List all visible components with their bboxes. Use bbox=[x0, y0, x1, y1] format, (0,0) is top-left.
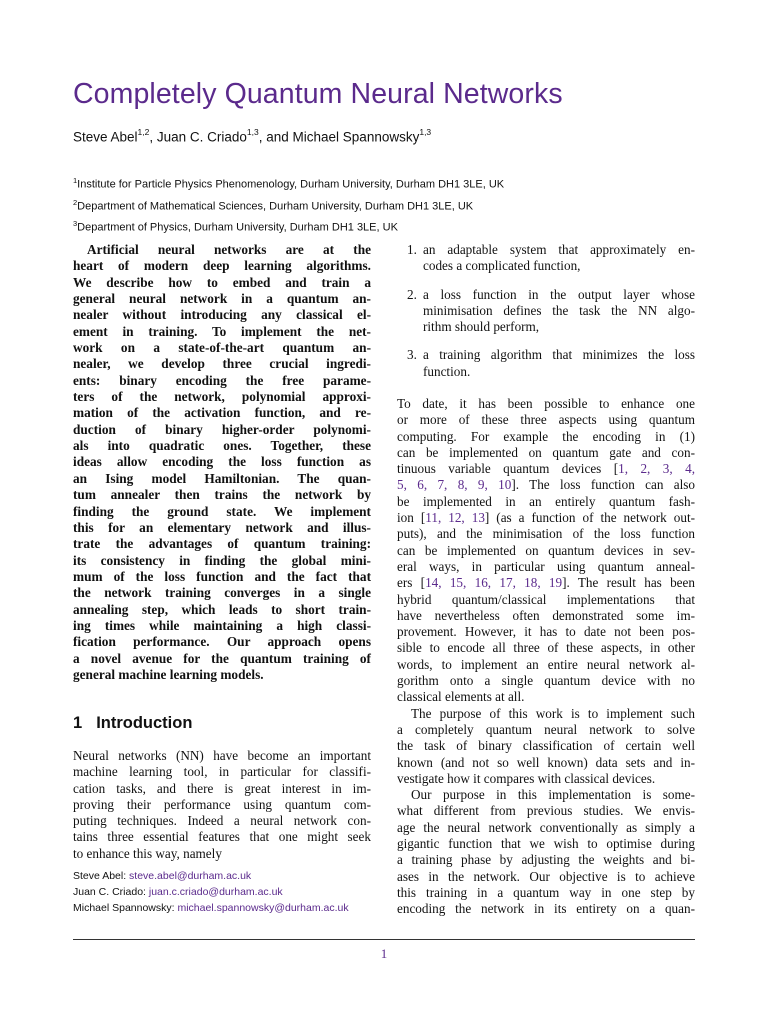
body-line: be implemented in an entirely quantum fash- bbox=[397, 493, 695, 509]
abstract-line: the network training converges in a single bbox=[73, 585, 371, 601]
body-line: ases in the network. Our objective is to achieve bbox=[397, 868, 695, 884]
body-text: ion [ bbox=[397, 510, 426, 526]
body-line: eral ways, in particular using quantum anneal- bbox=[397, 558, 695, 574]
author-name: Steve Abel bbox=[73, 129, 138, 145]
footnote bbox=[73, 900, 349, 916]
list-line: a loss function in the output layer whose bbox=[423, 286, 695, 302]
affiliations bbox=[73, 172, 504, 237]
abstract-line: We describe how to embed and train a bbox=[73, 274, 371, 290]
intro-line: machine learning tool, in particular for classifi- bbox=[73, 764, 371, 780]
abstract-line: ents: binary encoding the free parame- bbox=[73, 372, 371, 388]
section-heading bbox=[73, 714, 192, 733]
body-line: classical elements at all. bbox=[397, 689, 525, 705]
body-line: have nevertheless often demonstrated some im- bbox=[397, 607, 695, 623]
body-line bbox=[397, 510, 695, 526]
section-title: Introduction bbox=[96, 714, 193, 732]
affiliation-text: Institute for Particle Physics Phenomenology, Durham University, Durham DH1 3LE, UK bbox=[77, 178, 505, 191]
list-line: codes a complicated function, bbox=[423, 258, 581, 274]
abstract-line: work on a state-of-the-art quantum an- bbox=[73, 340, 371, 356]
abstract-line: nealer without introducing any classical el- bbox=[73, 307, 371, 323]
body-line: Our purpose in this implementation is some- bbox=[411, 787, 695, 803]
abstract-line: an Ising model Hamiltonian. The quan- bbox=[73, 470, 371, 486]
body-line: computing. For example the encoding in (1) bbox=[397, 428, 695, 444]
page-number: 1 bbox=[380, 946, 388, 961]
affiliation bbox=[73, 172, 504, 194]
body-line: vestigate how it compares with classical devices. bbox=[397, 770, 656, 786]
body-line: hybrid quantum/classical implementations that bbox=[397, 591, 695, 607]
abstract-line: mum of the loss function and the fact that bbox=[73, 568, 371, 584]
abstract-line: duction of binary higher-order polynomi- bbox=[73, 421, 371, 437]
footnote-name: Juan C. Criado: bbox=[73, 886, 149, 898]
body-line: encoding the network in its entirety on a quan- bbox=[397, 901, 695, 917]
citation-link[interactable]: 1, 2, 3, 4, bbox=[618, 461, 696, 477]
author-name: , Juan C. Criado bbox=[149, 129, 247, 145]
email-link[interactable]: juan.c.criado@durham.ac.uk bbox=[148, 886, 283, 898]
citation-link[interactable]: 5, 6, 7, 8, 9, 10 bbox=[397, 477, 512, 493]
list-number: 2. bbox=[407, 286, 417, 302]
body-text: ]. The loss function can also bbox=[511, 477, 696, 493]
body-line: sible to encode all three of these aspects, in other bbox=[397, 640, 695, 656]
abstract-line: nealer, we develop three crucial ingredi- bbox=[73, 356, 371, 372]
intro-line: proving their performance using quantum com- bbox=[73, 796, 371, 812]
abstract-line: mation of the activation function, and re- bbox=[73, 405, 371, 421]
abstract-line: ement in training. To implement the net- bbox=[73, 323, 371, 339]
intro-line: tains three essential features that one might seek bbox=[73, 829, 371, 845]
abstract bbox=[73, 242, 371, 683]
abstract-line: finding the ground state. We implement bbox=[73, 503, 371, 519]
body-line bbox=[397, 477, 695, 493]
footnote-name: Michael Spannowsky: bbox=[73, 902, 178, 914]
abstract-line: general neural network in a quantum an- bbox=[73, 291, 371, 307]
right-column-body bbox=[397, 396, 695, 918]
citation-link[interactable]: 14, 15, 16, 17, 18, 19 bbox=[425, 575, 563, 591]
footnote bbox=[73, 868, 349, 884]
section-number: 1 bbox=[73, 714, 83, 732]
list-item bbox=[397, 242, 695, 275]
paper-title: Completely Quantum Neural Networks bbox=[73, 78, 563, 110]
intro-line: Neural networks (NN) have become an important bbox=[73, 748, 371, 763]
author-list bbox=[73, 128, 431, 145]
affiliation-text: Department of Mathematical Sciences, Durham University, Durham DH1 3LE, UK bbox=[77, 200, 474, 213]
body-line: a completely quantum neural network to solve bbox=[397, 721, 695, 737]
body-line: To date, it has been possible to enhance one bbox=[397, 396, 695, 411]
body-line: what different from previous studies. We envis- bbox=[397, 803, 695, 819]
feature-list bbox=[397, 242, 695, 392]
body-line: this training in a quantum way in one step by bbox=[397, 884, 695, 900]
body-line: the task of binary classification of certain well bbox=[397, 738, 695, 754]
list-line: rithm should perform, bbox=[423, 319, 540, 335]
abstract-line: tum annealer then trains the network by bbox=[73, 487, 371, 503]
list-number: 3. bbox=[407, 347, 417, 363]
footnotes bbox=[73, 868, 349, 916]
affiliation bbox=[73, 215, 504, 237]
abstract-line: a novel avenue for the quantum training of bbox=[73, 650, 371, 666]
abstract-line: fication performance. Our approach opens bbox=[73, 634, 371, 650]
abstract-line: Artificial neural networks are at the bbox=[87, 242, 371, 257]
footnote-name: Steve Abel: bbox=[73, 870, 130, 882]
abstract-line: ideas allow encoding the loss function as bbox=[73, 454, 371, 470]
body-line: puts), and the minimisation of the loss function bbox=[397, 526, 695, 542]
abstract-line: trate the advantages of quantum training: bbox=[73, 536, 371, 552]
body-line bbox=[397, 575, 695, 591]
list-line: a training algorithm that minimizes the loss bbox=[423, 347, 695, 363]
list-line: an adaptable system that approximately en- bbox=[423, 242, 695, 257]
intro-line: puting techniques. Indeed a neural network con- bbox=[73, 813, 371, 829]
abstract-line: als into quadratic ones. Together, these bbox=[73, 438, 371, 454]
abstract-line: its consistency in finding the global mini- bbox=[73, 552, 371, 568]
list-line: minimisation defines the task the NN algo- bbox=[423, 302, 695, 318]
intro-paragraph bbox=[73, 748, 371, 862]
intro-line: to enhance this way, namely bbox=[73, 845, 222, 861]
body-line: gigantic function that we wish to optimise during bbox=[397, 836, 695, 852]
footer-rule bbox=[73, 939, 695, 940]
abstract-line: this for an elementary network and illus- bbox=[73, 519, 371, 535]
body-line: gorithm onto a single quantum device with no bbox=[397, 673, 695, 689]
list-item bbox=[397, 287, 695, 336]
body-line: can be implemented on quantum devices in sev- bbox=[397, 542, 695, 558]
intro-line: cation tasks, and there is great interest in im- bbox=[73, 780, 371, 796]
body-text: ers [ bbox=[397, 575, 426, 591]
affiliation-text: Department of Physics, Durham University, Durham DH1 3LE, UK bbox=[77, 221, 398, 234]
body-line bbox=[397, 461, 695, 477]
email-link[interactable]: steve.abel@durham.ac.uk bbox=[129, 870, 252, 882]
author-affil-sup: 1,3 bbox=[246, 127, 259, 137]
body-text: ] (as a function of the network out- bbox=[484, 510, 696, 526]
footnote bbox=[73, 884, 349, 900]
citation-link[interactable]: 11, 12, 13 bbox=[425, 510, 485, 526]
body-line: known (and not so well known) data sets and in- bbox=[397, 754, 695, 770]
body-text: tinuous variable quantum devices [ bbox=[397, 461, 619, 477]
body-line: The purpose of this work is to implement such bbox=[411, 705, 695, 721]
abstract-line: general machine learning models. bbox=[73, 666, 264, 682]
list-item bbox=[397, 347, 695, 380]
body-line: words, to implement an entire neural network al- bbox=[397, 656, 695, 672]
body-line: age the neural network conventionally as simply a bbox=[397, 819, 695, 835]
affiliation-sup: 3 bbox=[73, 219, 78, 229]
body-text: ]. The result has been bbox=[562, 575, 695, 591]
body-line: or more of these three aspects using quantum bbox=[397, 412, 695, 428]
body-line: provement. However, it has to date not been pos- bbox=[397, 624, 695, 640]
email-link[interactable]: michael.spannowsky@durham.ac.uk bbox=[177, 902, 349, 914]
abstract-line: annealing step, which leads to short train- bbox=[73, 601, 371, 617]
abstract-line: ing times while maintaining a high classi- bbox=[73, 617, 371, 633]
affiliation bbox=[73, 194, 504, 216]
affiliation-sup: 2 bbox=[73, 197, 78, 207]
body-line: can be implemented on quantum gate and con- bbox=[397, 444, 695, 460]
list-number: 1. bbox=[407, 242, 417, 257]
author-name: , and Michael Spannowsky bbox=[258, 129, 420, 145]
abstract-line: heart of modern deep learning algorithms. bbox=[73, 258, 371, 274]
list-line: function. bbox=[423, 363, 471, 379]
affiliation-sup: 1 bbox=[73, 176, 78, 185]
author-affil-sup: 1,3 bbox=[419, 127, 432, 137]
body-line: a training phase by adjusting the weights and bi- bbox=[397, 852, 695, 868]
abstract-line: ters of the network, polynomial approxi- bbox=[73, 389, 371, 405]
author-affil-sup: 1,2 bbox=[137, 127, 150, 137]
